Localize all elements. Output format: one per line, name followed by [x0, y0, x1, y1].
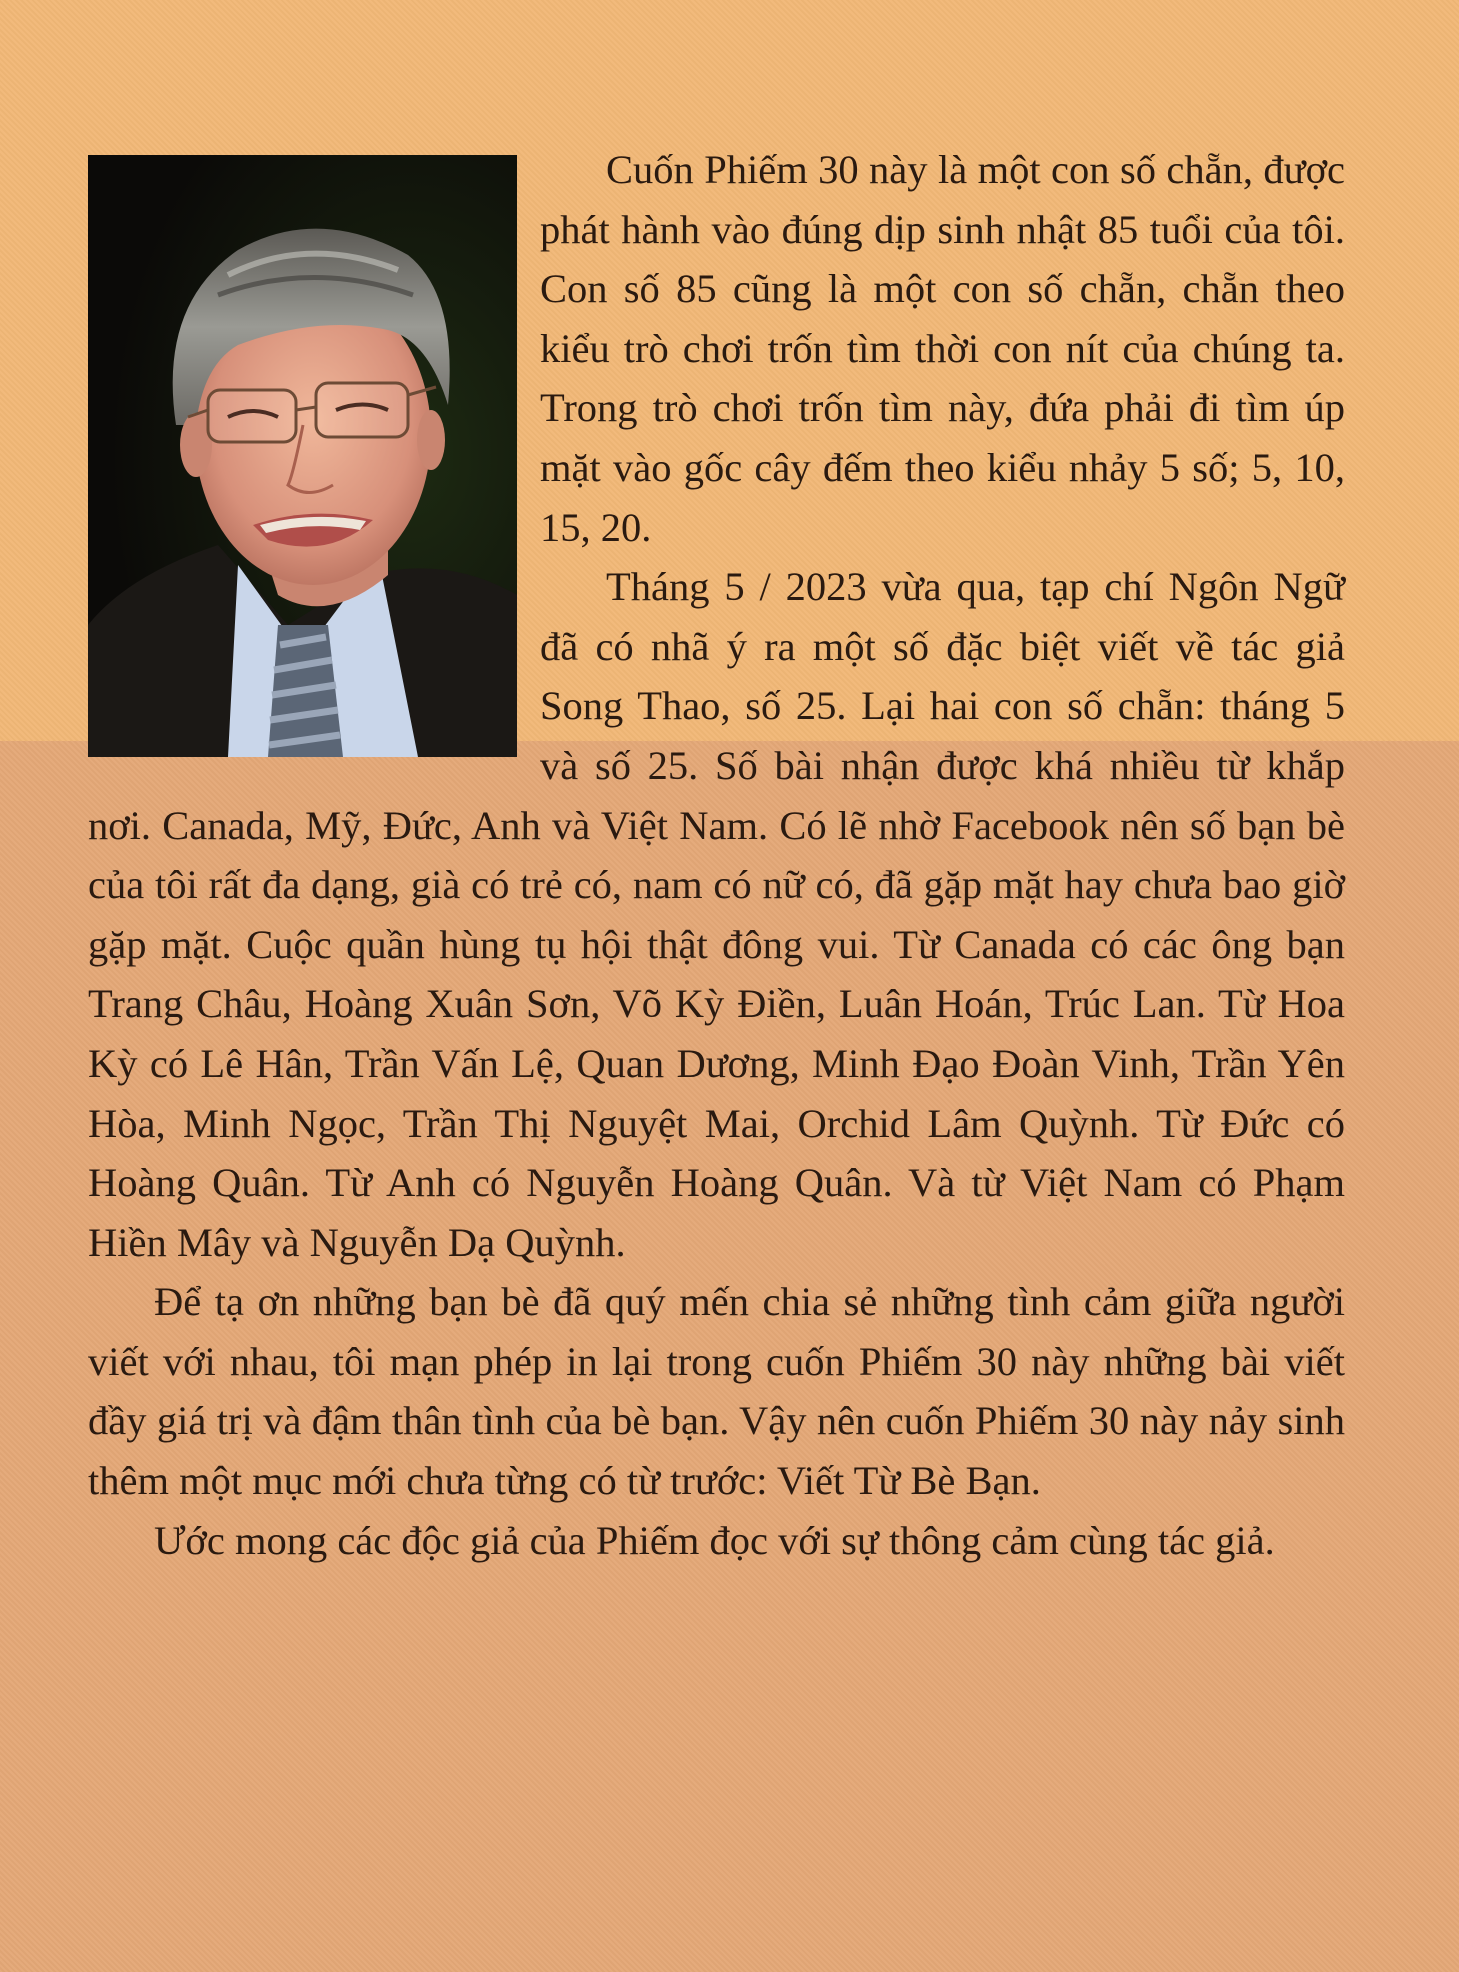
paragraph-3: Để tạ ơn những bạn bè đã quý mến chia sẻ những tình cảm giữa người viết với nhau, tôi mạn phép in lại trong cuốn Phiếm 30 này những bài viết đầy giá trị và đậm thân tình của bè bạn. Vậy nên cuốn Phiếm 30 này nảy sinh thêm một mục mới chưa từng có từ trước: Viết Từ Bè Bạn. [88, 1279, 1345, 1504]
paragraph-1: Cuốn Phiếm 30 này là một con số chẵn, được phát hành vào đúng dịp sinh nhật 85 tuổi của tôi. Con số 85 cũng là một con số chẵn, chẵn theo kiểu trò chơi trốn tìm thời con nít của chúng ta. Trong trò chơi trốn tìm này, đứa phải đi tìm úp mặt vào gốc cây đếm theo kiểu nhảy 5 số; 5, 10, 15, 20. [540, 147, 1345, 550]
paragraph-4: Ước mong các độc giả của Phiếm đọc với sự thông cảm cùng tác giả. [154, 1517, 1275, 1563]
article-body [88, 140, 1345, 1570]
paragraph-2: Tháng 5 / 2023 vừa qua, tạp chí Ngôn Ngữ đã có nhã ý ra một số đặc biệt viết về tác giả Song Thao, số 25. Lại hai con số chẵn: tháng 5 và số 25. Số bài nhận được khá nhiều từ khắp nơi. Canada, Mỹ, Đức, Anh và Việt Nam. Có lẽ nhờ Facebook nên số bạn bè của tôi rất đa dạng, già có trẻ có, nam có nữ có, đã gặp mặt hay chưa bao giờ gặp mặt. Cuộc quần hùng tụ hội thật đông vui. Từ Canada có các ông bạn Trang Châu, Hoàng Xuân Sơn, Võ Kỳ Điền, Luân Hoán, Trúc Lan. Từ Hoa Kỳ có Lê Hân, Trần Vấn Lệ, Quan Dương, Minh Đạo Đoàn Vinh, Trần Yên Hòa, Minh Ngọc, Trần Thị Nguyệt Mai, Orchid Lâm Quỳnh. Từ Đức có Hoàng Quân. Từ Anh có Nguyễn Hoàng Quân. Và từ Việt Nam có Phạm Hiền Mây và Nguyễn Dạ Quỳnh. [88, 564, 1345, 1265]
photo-wrap-spacer [88, 140, 540, 765]
